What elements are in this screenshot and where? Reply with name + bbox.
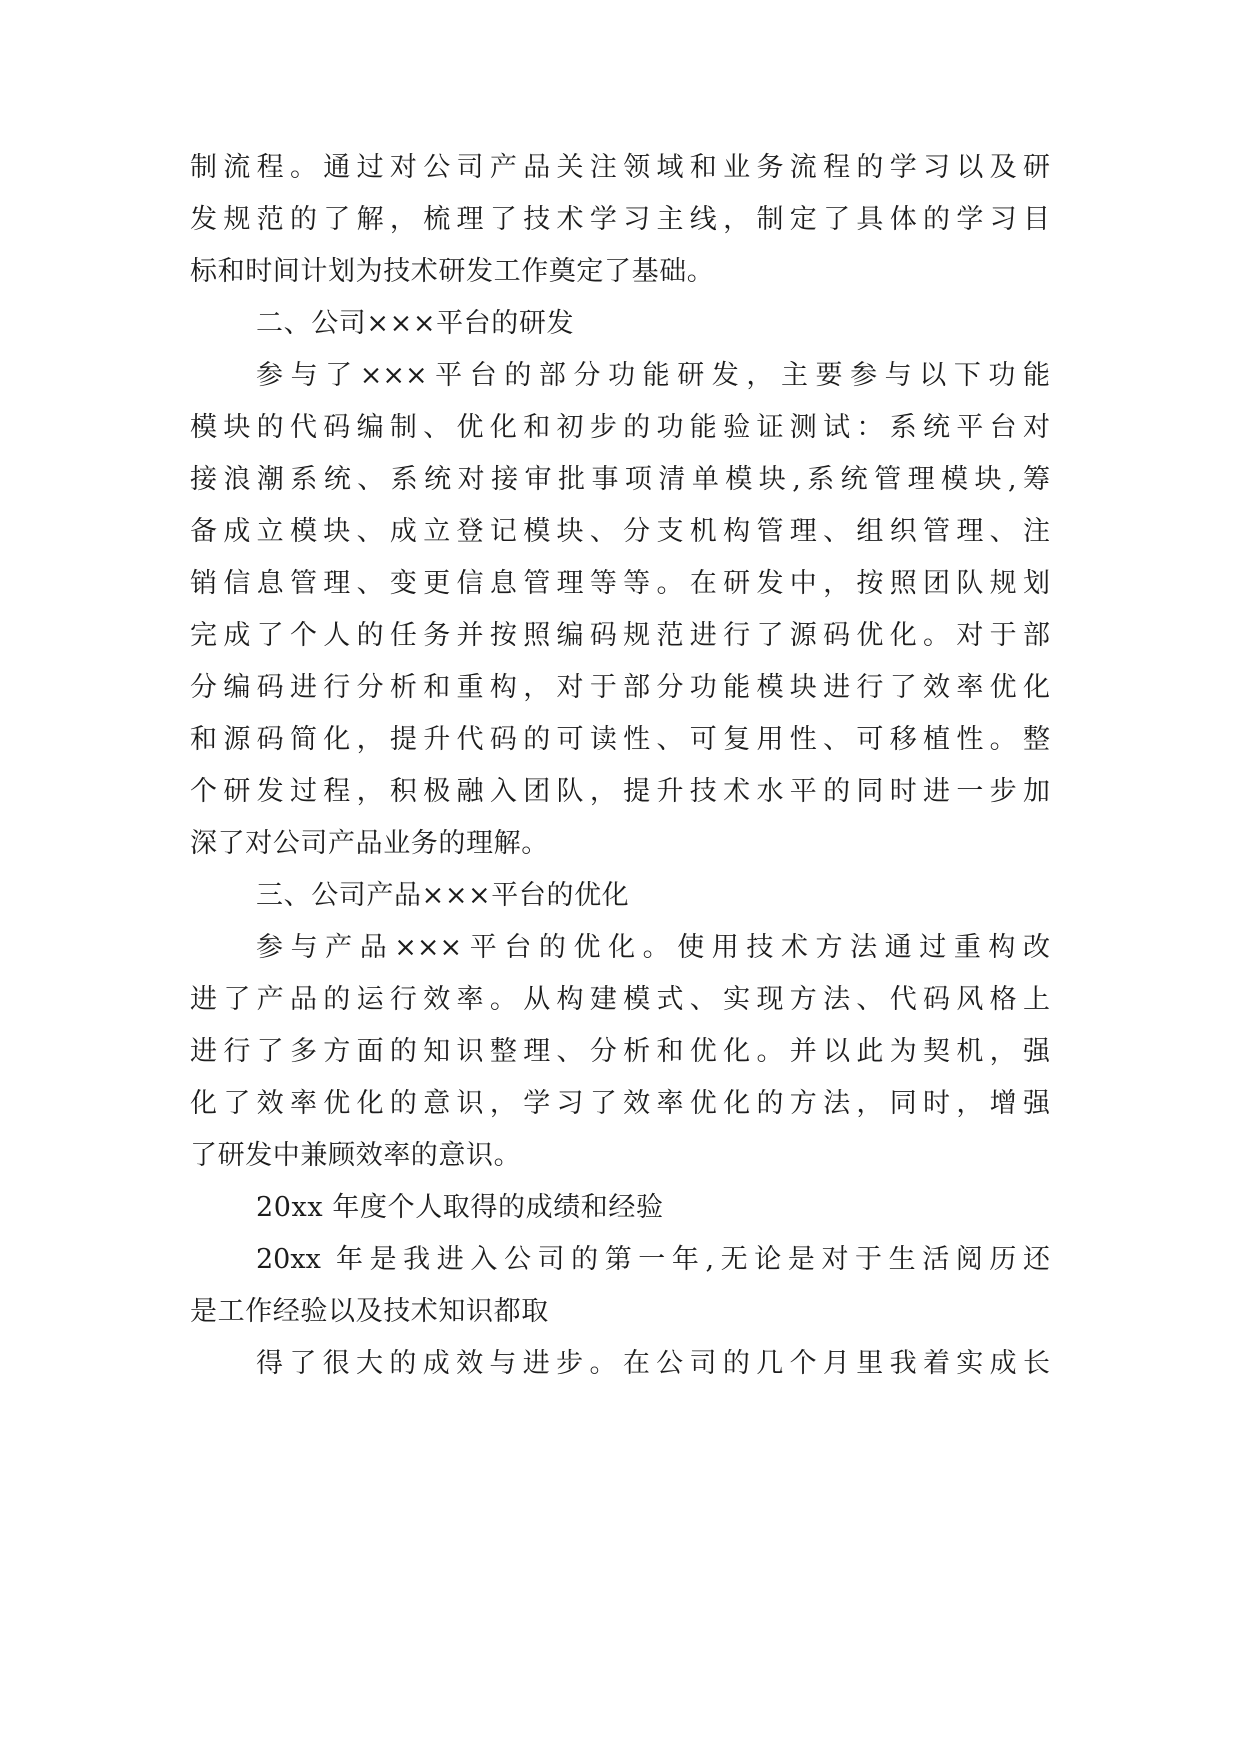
paragraph-line: 发规范的了解，梳理了技术学习主线，制定了具体的学习目 (190, 204, 1050, 235)
paragraph-line: 备成立模块、成立登记模块、分支机构管理、组织管理、注 (190, 516, 1050, 547)
paragraph-line: 完成了个人的任务并按照编码规范进行了源码优化。对于部 (190, 620, 1050, 651)
paragraph-line: 接浪潮系统、系统对接审批事项清单模块,系统管理模块,筹 (190, 464, 1050, 495)
paragraph-line: 个研发过程，积极融入团队，提升技术水平的同时进一步加 (190, 776, 1050, 807)
paragraph-line: 了研发中兼顾效率的意识。 (190, 1140, 522, 1171)
paragraph-line: 进行了多方面的知识整理、分析和优化。并以此为契机，强 (190, 1036, 1050, 1067)
paragraph-line: 是工作经验以及技术知识都取 (190, 1296, 549, 1327)
paragraph-line: 标和时间计划为技术研发工作奠定了基础。 (190, 256, 715, 287)
paragraph-line: 深了对公司产品业务的理解。 (190, 828, 549, 859)
paragraph-line: 进了产品的运行效率。从构建模式、实现方法、代码风格上 (190, 984, 1050, 1015)
paragraph-line: 分编码进行分析和重构，对于部分功能模块进行了效率优化 (190, 672, 1050, 703)
paragraph-line: 制流程。通过对公司产品关注领域和业务流程的学习以及研 (190, 152, 1050, 183)
paragraph-line: 和源码简化，提升代码的可读性、可复用性、可移植性。整 (190, 724, 1050, 755)
paragraph-line: 20xx 年是我进入公司的第一年,无论是对于生活阅历还 (256, 1244, 1050, 1275)
paragraph-line: 得了很大的成效与进步。在公司的几个月里我着实成长 (256, 1348, 1050, 1379)
paragraph-line: 参与产品×××平台的优化。使用技术方法通过重构改 (256, 932, 1050, 963)
section-heading: 20xx 年度个人取得的成绩和经验 (256, 1192, 664, 1223)
paragraph-line: 化了效率优化的意识，学习了效率优化的方法，同时，增强 (190, 1088, 1050, 1119)
section-heading: 二、公司×××平台的研发 (256, 308, 575, 339)
paragraph-line: 模块的代码编制、优化和初步的功能验证测试：系统平台对 (190, 412, 1050, 443)
paragraph-line: 销信息管理、变更信息管理等等。在研发中，按照团队规划 (190, 568, 1050, 599)
paragraph-line: 参与了×××平台的部分功能研发，主要参与以下功能 (256, 360, 1050, 391)
section-heading: 三、公司产品×××平台的优化 (256, 880, 630, 911)
